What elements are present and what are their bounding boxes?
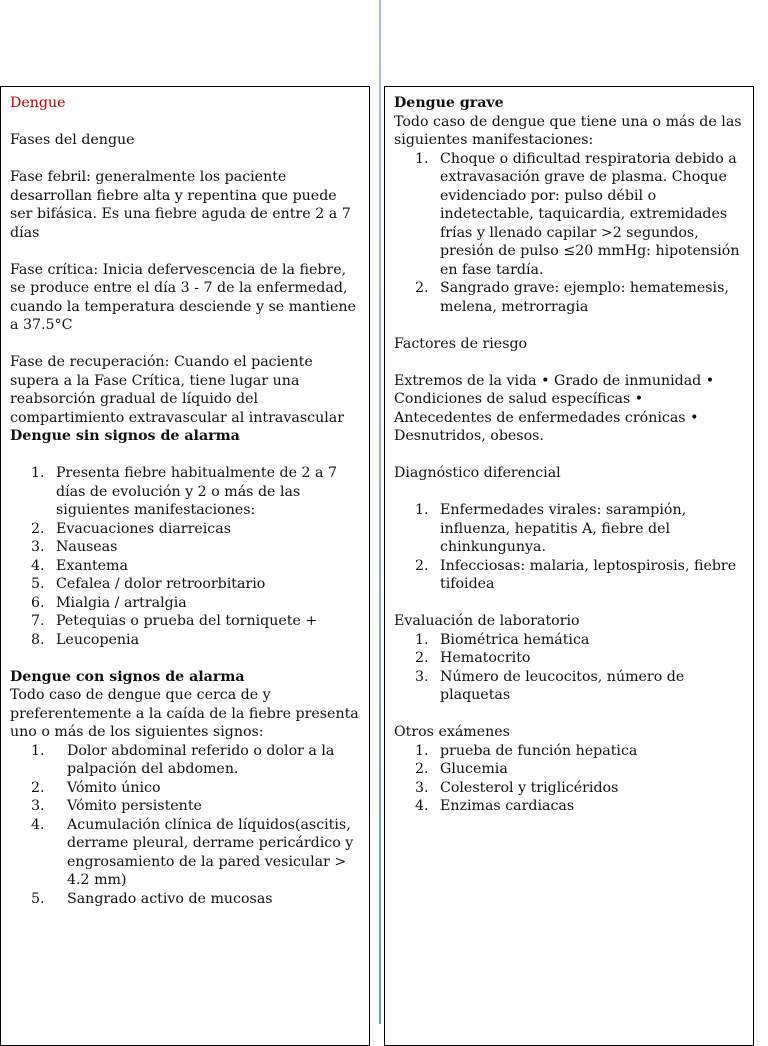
list-item-number: 1. xyxy=(31,465,45,481)
list-item-number: 3. xyxy=(31,539,45,555)
list-item-number: 4. xyxy=(31,557,45,574)
list-item-text: Vómito único xyxy=(67,779,161,796)
diferencial-heading: Diagnóstico diferencial xyxy=(394,465,561,481)
list-item xyxy=(394,760,744,779)
list-item-text: Choque o dificultad respiratoria debido a extravasación grave de plasma. Choque evidenciado por: pulso débil o indetectable, taquicardia, extremidades frías y llenado capilar >2 segundos, presión de pulso ≤20 mmHg: hipotensión en fase tardía. xyxy=(440,150,740,278)
dengue-title: Dengue xyxy=(10,95,66,111)
list-item xyxy=(394,742,744,761)
list-item-number: 2. xyxy=(415,557,429,574)
list-item xyxy=(10,797,360,816)
phases-heading: Fases del dengue xyxy=(10,132,135,148)
list-item-number: 1. xyxy=(415,150,429,167)
list-item xyxy=(10,520,360,539)
list-item-text: Sangrado grave: ejemplo: hematemesis, melena, metrorragia xyxy=(440,280,729,315)
list-item-text: Mialgia / artralgia xyxy=(56,594,187,611)
list-item-number: 2. xyxy=(415,761,429,777)
list-item xyxy=(10,742,360,779)
list-item xyxy=(394,668,744,705)
list-item-number: 1. xyxy=(415,631,429,648)
con-alarma-heading: Dengue con signos de alarma xyxy=(10,668,245,685)
list-item xyxy=(10,594,360,613)
list-item xyxy=(10,612,360,631)
grave-intro: Todo caso de dengue que tiene una o más de las siguientes manifestaciones: xyxy=(394,113,742,148)
right-panel xyxy=(384,86,754,1046)
list-item-text: Número de leucocitos, número de plaquetas xyxy=(440,668,685,703)
list-item-text: Acumulación clínica de líquidos(ascitis, derrame pleural, derrame pericárdico y engrosamiento de la pared vesicular > 4.2 mm) xyxy=(67,816,354,888)
list-item xyxy=(10,816,360,890)
list-item-text: Colesterol y triglicéridos xyxy=(440,779,619,796)
list-item xyxy=(10,575,360,594)
list-item xyxy=(10,538,360,557)
diferencial-list xyxy=(394,501,744,594)
list-item xyxy=(394,631,744,650)
con-alarma-list xyxy=(10,742,360,909)
list-item-number: 3. xyxy=(31,798,45,814)
list-item-text: Infecciosas: malaria, leptospirosis, fiebre tifoidea xyxy=(440,557,737,592)
phase-recuperacion: Fase de recuperación: Cuando el paciente supera a la Fase Crítica, tiene lugar una reabsorción gradual de líquido del compartimiento extravascular al intravascular xyxy=(10,354,344,426)
list-item-text: Evacuaciones diarreicas xyxy=(56,520,231,537)
list-item-text: Enzimas cardiacas xyxy=(440,798,575,814)
list-item-text: Biométrica hemática xyxy=(440,631,590,648)
list-item-number: 3. xyxy=(415,668,429,685)
list-item-text: Leucopenia xyxy=(56,631,140,648)
list-item-number: 4. xyxy=(415,798,429,814)
list-item xyxy=(10,557,360,576)
riesgo-text: Extremos de la vida • Grado de inmunidad • Condiciones de salud específicas • Antecedentes de enfermedades crónicas • Desnutridos, obesos. xyxy=(394,372,715,444)
otros-heading: Otros exámenes xyxy=(394,724,510,740)
list-item-number: 8. xyxy=(31,631,45,648)
list-item xyxy=(394,279,744,316)
list-item-number: 6. xyxy=(31,594,45,611)
list-item-text: Cefalea / dolor retroorbitario xyxy=(56,576,266,592)
list-item xyxy=(394,797,744,816)
list-item-number: 4. xyxy=(31,816,45,833)
list-item-number: 7. xyxy=(31,613,45,629)
laboratorio-heading: Evaluación de laboratorio xyxy=(394,613,580,629)
list-item-number: 2. xyxy=(31,520,45,537)
list-item xyxy=(394,150,744,280)
list-item xyxy=(394,501,744,557)
phase-critica: Fase crítica: Inicia defervescencia de la fiebre, se produce entre el día 3 - 7 de la enfermedad, cuando la temperatura desciende y se mantiene a 37.5°C xyxy=(10,261,356,333)
list-item-text: prueba de función hepatica xyxy=(440,742,638,759)
list-item xyxy=(10,779,360,798)
list-item-number: 2. xyxy=(415,650,429,666)
list-item-text: Dolor abdominal referido o dolor a la palpación del abdomen. xyxy=(67,742,335,777)
list-item xyxy=(10,464,360,520)
list-item xyxy=(394,779,744,798)
sin-alarma-list xyxy=(10,464,360,649)
list-item-number: 5. xyxy=(31,890,45,907)
riesgo-heading: Factores de riesgo xyxy=(394,335,528,352)
list-item xyxy=(10,631,360,650)
grave-heading: Dengue grave xyxy=(394,95,504,111)
list-item-text: Sangrado activo de mucosas xyxy=(67,890,273,907)
con-alarma-intro: Todo caso de dengue que cerca de y preferentemente a la caída de la fiebre presenta uno o más de los siguientes signos: xyxy=(10,687,359,740)
list-item-text: Hematocrito xyxy=(440,650,531,666)
list-item-text: Glucemia xyxy=(440,761,508,777)
list-item-number: 1. xyxy=(415,502,429,518)
list-item-number: 5. xyxy=(31,576,45,592)
list-item xyxy=(10,890,360,909)
list-item-number: 3. xyxy=(415,779,429,796)
page-divider xyxy=(379,0,381,1024)
list-item-number: 2. xyxy=(31,779,45,796)
list-item-text: Nauseas xyxy=(56,539,118,555)
list-item xyxy=(394,557,744,594)
phase-febril: Fase febril: generalmente los paciente desarrollan fiebre alta y repentina que puede ser bifásica. Es una fiebre aguda de entre 2 a 7 días xyxy=(10,169,351,241)
list-item xyxy=(394,649,744,668)
list-item-text: Petequias o prueba del torniquete + xyxy=(56,613,318,629)
otros-list xyxy=(394,742,744,816)
list-item-text: Vómito persistente xyxy=(67,798,202,814)
list-item-number: 1. xyxy=(415,742,429,759)
list-item-text: Enfermedades virales: sarampión, influenza, hepatitis A, fiebre del chinkungunya. xyxy=(440,502,687,555)
list-item-text: Presenta fiebre habitualmente de 2 a 7 días de evolución y 2 o más de las siguientes manifestaciones: xyxy=(56,465,337,518)
list-item-text: Exantema xyxy=(56,557,128,574)
left-panel xyxy=(0,86,370,1046)
list-item-number: 2. xyxy=(415,280,429,296)
list-item-number: 1. xyxy=(31,742,45,759)
laboratorio-list xyxy=(394,631,744,705)
grave-list xyxy=(394,150,744,317)
sin-alarma-heading: Dengue sin signos de alarma xyxy=(10,428,240,444)
